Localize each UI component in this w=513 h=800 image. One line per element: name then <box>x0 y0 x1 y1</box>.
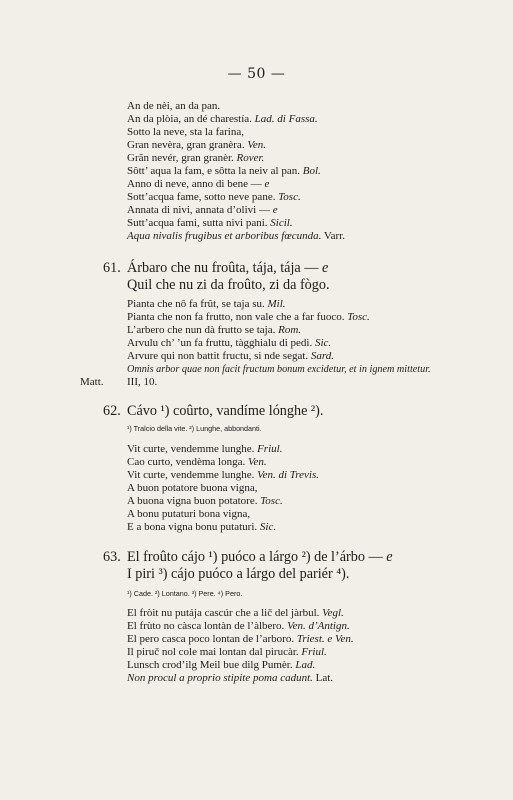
latin-line: Non procul a proprio stipite poma cadunt. Lat. <box>127 672 334 684</box>
text-line: Arvulu ch’ ’un fa fruttu, tàgghialu di pedi. Sic. <box>127 337 332 349</box>
proverb-number: 63. <box>103 549 121 565</box>
text-line: A buon potatore buona vigna, <box>127 482 258 494</box>
text-line: El frùto no càsca lontàn de l’àlbero. Ven. d’Antign. <box>127 620 350 632</box>
proverb-line: El froûto cájo ¹) puóco a lárgo ²) de l’árbo — e <box>127 549 393 565</box>
proverb-line: Cávo ¹) coûrto, vandíme lónghe ²). <box>127 403 324 419</box>
text-line: Annata di nivi, annata d’olivi — e <box>127 204 278 216</box>
proverb-line: I piri ³) cájo puóco a lárgo del pariér ⁴). <box>127 566 350 582</box>
page-number: — 50 — <box>227 66 286 82</box>
text-line: Sott’acqua fame, sotto neve pane. Tosc. <box>127 191 301 203</box>
footnote: ¹) Cade. ²) Lontano. ³) Pere. ⁴) Pero. <box>127 589 243 598</box>
footnote: ¹) Tralcio della vite. ²) Lunghe, abbondanti. <box>127 424 262 433</box>
text-line: Pianta che nô fa frût, se taja su. Mil. <box>127 298 286 310</box>
proverb-line: Árbaro che nu froûta, tája, tája — e <box>127 260 329 276</box>
text-line: A buona vigna buon potatore. Tosc. <box>127 495 283 507</box>
text-line: Vit curte, vendemme lunghe. Ven. di Trevis. <box>127 469 320 481</box>
text-line: Sôtt’ aqua la fam, e sôtta la neiv al pan. Bol. <box>127 165 321 177</box>
text-line: Arvure qui non battit fructu, si nde segat. Sard. <box>127 350 335 362</box>
text-line: Il piruč nol cole mai lontan dal pirucàr. Friul. <box>127 646 327 658</box>
text-line: Anno di neve, anno di bene — e <box>127 178 270 190</box>
text-line: E a bona vigna bonu putaturi. Sic. <box>127 521 277 533</box>
proverb-line: Quil che nu zi da froûto, zi da fògo. <box>127 277 330 293</box>
proverb-number: 61. <box>103 260 121 276</box>
text-line: Cao curto, vendèma longa. Ven. <box>127 456 267 468</box>
latin-line: Aqua nivalis frugibus et arboribus fœcunda. Varr. <box>127 230 345 242</box>
text-line: Lunsch crod’ilg Meil bue dilg Pumèr. Lad. <box>127 659 316 671</box>
text-line: An da plòia, an dé charestía. Lad. di Fassa. <box>127 113 318 125</box>
text-line: A bonu putaturi bona vigna, <box>127 508 251 520</box>
proverb-number: 62. <box>103 403 121 419</box>
text-line: Sotto la neve, sta la farina, <box>127 126 244 138</box>
text-line: L’arbero che nun dà frutto se taja. Rom. <box>127 324 302 336</box>
text-line: El pero casca poco lontan de l’arboro. Triest. e Ven. <box>127 633 354 645</box>
text-line: Grãn nevér, gran granèr. Rover. <box>127 152 265 164</box>
text-line: Vit curte, vendemme lunghe. Friul. <box>127 443 283 455</box>
text-line: El fròit nu putája cascúr che a lič del jàrbul. Vegl. <box>127 607 344 619</box>
text-line: Gran nevèra, gran granèra. Ven. <box>127 139 266 151</box>
text-line: Pianta che non fa frutto, non vale che a far fuoco. Tosc. <box>127 311 370 323</box>
citation-label: Matt. <box>80 376 104 388</box>
text-line: Sutt’acqua fami, sutta nivi pani. Sicil. <box>127 217 293 229</box>
latin-line: Omnis arbor quae non facit fructum bonum excidetur, et in ignem mittetur. <box>127 364 431 375</box>
citation-ref: III, 10. <box>127 376 158 388</box>
text-line: An de nèi, an da pan. <box>127 100 221 112</box>
